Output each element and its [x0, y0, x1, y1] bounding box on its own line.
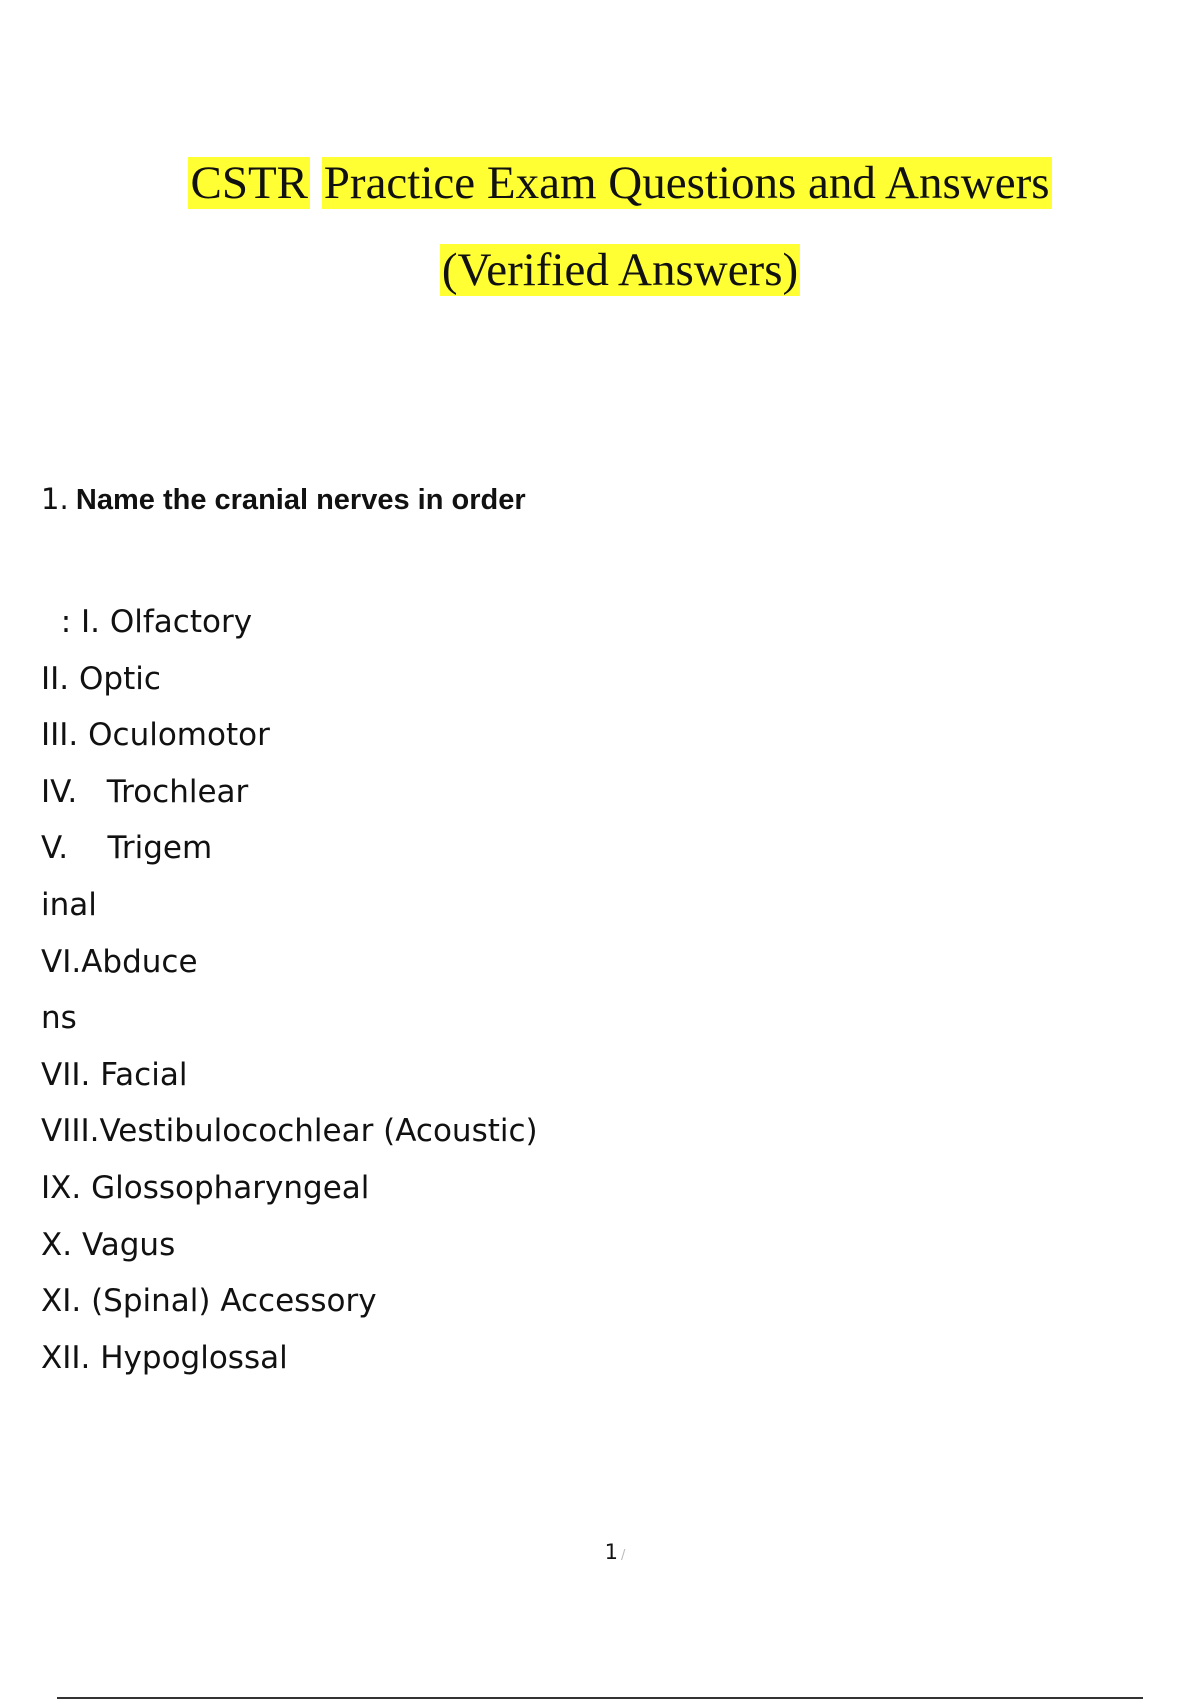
- answer-line: III. Oculomotor: [41, 717, 270, 754]
- question-1: [41, 482, 526, 517]
- answer-line: VI.Abduce: [41, 943, 198, 980]
- title-cstr: CSTR: [190, 157, 309, 209]
- answer-line: XI. (Spinal) Accessory: [41, 1283, 377, 1320]
- page-number-value: 1: [604, 1540, 618, 1564]
- title-main: Practice Exam Questions and Answers: [323, 157, 1050, 209]
- page-number: [0, 1540, 1200, 1564]
- answer-line: ns: [41, 1000, 77, 1037]
- answer-line: : I. Olfactory: [41, 604, 253, 640]
- title-verified: (Verified Answers): [441, 244, 799, 296]
- answer-line: XII. Hypoglossal: [41, 1339, 288, 1376]
- answer-line: VIII.Vestibulocochlear (Acoustic): [41, 1113, 538, 1150]
- answer-line: II. Optic: [41, 660, 161, 697]
- footer-divider: [57, 1697, 1143, 1699]
- answer-list: [41, 594, 538, 1386]
- document-title: [0, 140, 1200, 314]
- title-line-1: [0, 140, 1200, 227]
- page-number-separator: /: [620, 1548, 626, 1563]
- answer-line: VII. Facial: [41, 1056, 188, 1093]
- title-line-2: [0, 227, 1200, 314]
- question-number: 1.: [41, 482, 69, 516]
- question-text: Name the cranial nerves in order: [75, 484, 526, 516]
- answer-line: X. Vagus: [41, 1226, 176, 1263]
- answer-line: IV. Trochlear: [41, 773, 249, 810]
- answer-line: inal: [41, 886, 97, 923]
- answer-line: V. Trigem: [41, 830, 213, 867]
- answer-line: IX. Glossopharyngeal: [41, 1169, 370, 1206]
